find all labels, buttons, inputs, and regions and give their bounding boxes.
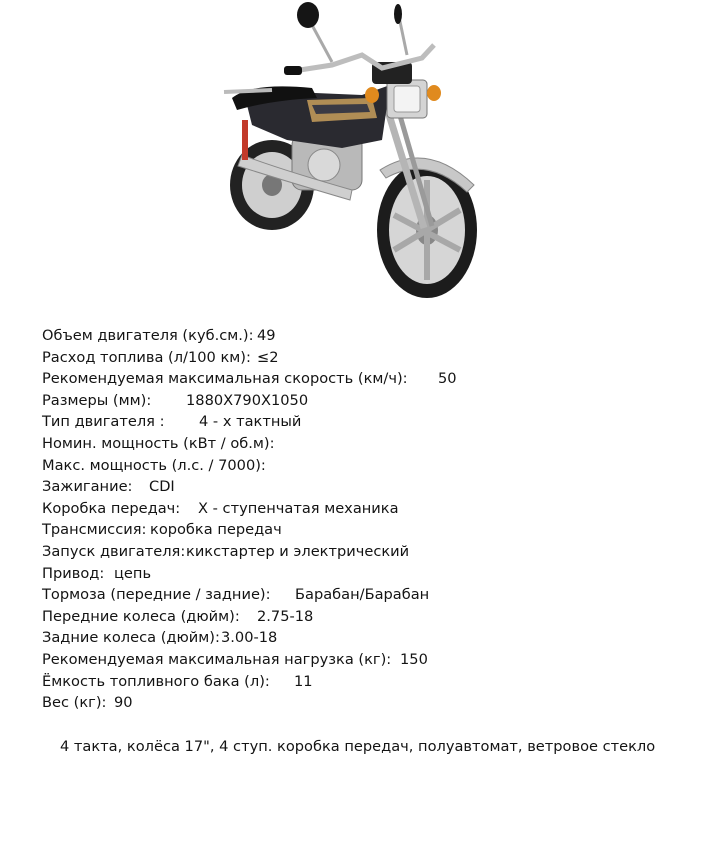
spec-value: Х - ступенчатая механика [198,499,399,517]
spec-label: Коробка передач: [42,499,181,517]
spec-label: Макс. мощность (л.с. / 7000): [42,456,266,474]
spec-label: Задние колеса (дюйм): [42,629,220,647]
spec-label: Тип двигателя : [42,413,165,431]
spec-label: Номин. мощность (кВт / об.м): [42,434,275,452]
spec-row-gearbox [42,498,682,520]
spec-value: 49 [257,327,276,344]
spec-list [42,325,682,714]
spec-row-drive [42,563,682,585]
spec-label: Расход топлива (л/100 км): [42,348,251,366]
spec-row-brakes [42,584,682,606]
spec-row-front-wheels [42,606,682,628]
spec-row-fuel-consumption [42,347,682,369]
spec-label: Рекомендуемая максимальная скорость (км/ч): [42,370,408,388]
spec-label: Запуск двигателя: [42,542,186,560]
spec-label: Зажигание: [42,478,133,496]
spec-value: 90 [114,694,133,712]
spec-value: коробка передач [150,521,282,539]
spec-label: Тормоза (передние / задние): [42,586,271,604]
spec-row-max-power [42,455,682,477]
spec-value: 11 [294,672,313,690]
spec-row-dimensions [42,390,682,412]
spec-value: ≤2 [257,348,279,366]
motorcycle-photo [212,0,490,305]
spec-label: Передние колеса (дюйм): [42,607,240,625]
spec-label: Привод: [42,564,105,582]
spec-value: 3.00-18 [221,629,278,647]
spec-value: 1880X790X1050 [186,391,309,409]
spec-row-max-speed [42,368,682,390]
spec-row-max-load [42,649,682,671]
spec-row-rear-wheels [42,627,682,649]
spec-row-rated-power [42,433,682,455]
spec-row-weight [42,692,682,714]
spec-label: Объем двигателя (куб.см.): [42,327,254,344]
spec-value: 150 [400,650,428,668]
spec-label: Вес (кг): [42,694,107,712]
footer-note: 4 такта, колёса 17", 4 ступ. коробка передач, полуавтомат, ветровое стекло [60,738,656,755]
spec-row-engine-type [42,411,682,433]
spec-row-engine-volume [42,325,682,347]
spec-label: Ёмкость топливного бака (л): [42,672,270,690]
spec-value: 2.75-18 [257,607,314,625]
spec-value: 4 - х тактный [199,413,302,431]
spec-row-engine-start [42,541,682,563]
spec-label: Рекомендуемая максимальная нагрузка (кг): [42,650,392,668]
spec-value: цепь [114,564,152,582]
spec-row-fuel-tank [42,671,682,693]
spec-value: кикстартер и электрический [186,542,410,560]
spec-value: Барабан/Барабан [295,586,430,604]
spec-label: Размеры (мм): [42,391,152,409]
spec-value: CDI [149,478,175,496]
spec-row-ignition [42,476,682,498]
spec-row-transmission [42,519,682,541]
spec-label: Трансмиссия: [42,521,147,539]
spec-value: 50 [438,370,457,388]
